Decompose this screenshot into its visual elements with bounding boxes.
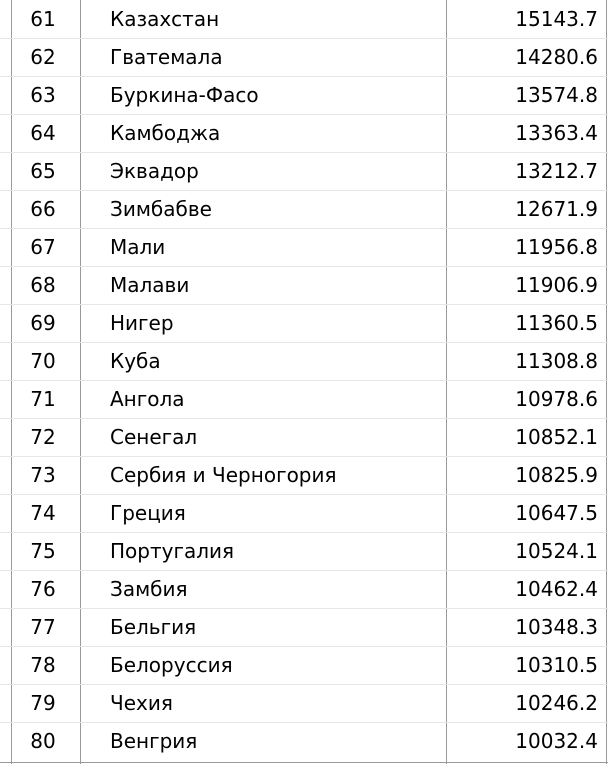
row-divider (0, 494, 608, 495)
value-cell: 10647.5 (515, 501, 598, 525)
value-cell: 13212.7 (515, 159, 598, 183)
value-cell: 10852.1 (515, 425, 598, 449)
table-row (0, 114, 608, 152)
row-divider (0, 380, 608, 381)
row-divider (0, 266, 608, 267)
value-cell: 13574.8 (515, 83, 598, 107)
row-divider (0, 684, 608, 685)
rank-cell: 65 (30, 159, 56, 183)
row-divider (0, 114, 608, 115)
row-divider (0, 38, 608, 39)
table-row (0, 152, 608, 190)
table-row (0, 228, 608, 266)
country-cell: Нигер (110, 311, 174, 335)
value-cell: 15143.7 (515, 7, 598, 31)
country-cell: Малави (110, 273, 190, 297)
rank-cell: 68 (30, 273, 56, 297)
row-divider (0, 646, 608, 647)
table-row (0, 418, 608, 456)
country-cell: Казахстан (110, 7, 220, 31)
table-row (0, 532, 608, 570)
table-row (0, 266, 608, 304)
country-cell: Замбия (110, 577, 188, 601)
rank-cell: 70 (30, 349, 56, 373)
value-cell: 10310.5 (515, 653, 598, 677)
table-row (0, 494, 608, 532)
table-row (0, 646, 608, 684)
table-row (0, 380, 608, 418)
row-divider (0, 456, 608, 457)
table-row (0, 570, 608, 608)
country-cell: Бельгия (110, 615, 197, 639)
table-row (0, 456, 608, 494)
table-row (0, 38, 608, 76)
country-cell: Белоруссия (110, 653, 233, 677)
table-row (0, 0, 608, 38)
table-row (0, 304, 608, 342)
rank-cell: 63 (30, 83, 56, 107)
row-divider (0, 608, 608, 609)
rank-cell: 69 (30, 311, 56, 335)
rank-cell: 80 (30, 729, 56, 753)
value-cell: 10032.4 (515, 729, 598, 753)
rank-cell: 78 (30, 653, 56, 677)
row-divider (0, 342, 608, 343)
country-cell: Гватемала (110, 45, 223, 69)
rank-cell: 75 (30, 539, 56, 563)
rank-cell: 64 (30, 121, 56, 145)
table-bottom-border (0, 762, 608, 763)
row-divider (0, 532, 608, 533)
country-cell: Мали (110, 235, 166, 259)
table-row (0, 684, 608, 722)
country-cell: Венгрия (110, 729, 198, 753)
country-cell: Буркина-Фасо (110, 83, 259, 107)
rank-cell: 74 (30, 501, 56, 525)
value-cell: 13363.4 (515, 121, 598, 145)
country-cell: Куба (110, 349, 161, 373)
country-cell: Греция (110, 501, 186, 525)
value-cell: 10462.4 (515, 577, 598, 601)
country-cell: Сербия и Черногория (110, 463, 337, 487)
value-cell: 10825.9 (515, 463, 598, 487)
value-cell: 11308.8 (515, 349, 598, 373)
rank-cell: 67 (30, 235, 56, 259)
row-divider (0, 418, 608, 419)
row-divider (0, 570, 608, 571)
rank-cell: 77 (30, 615, 56, 639)
value-cell: 10246.2 (515, 691, 598, 715)
rank-cell: 79 (30, 691, 56, 715)
rank-cell: 61 (30, 7, 56, 31)
row-divider (0, 190, 608, 191)
row-divider (0, 76, 608, 77)
rank-cell: 76 (30, 577, 56, 601)
row-divider (0, 228, 608, 229)
country-cell: Зимбабве (110, 197, 212, 221)
country-cell: Чехия (110, 691, 173, 715)
value-cell: 10524.1 (515, 539, 598, 563)
value-cell: 11906.9 (515, 273, 598, 297)
rank-cell: 71 (30, 387, 56, 411)
row-divider (0, 152, 608, 153)
value-cell: 11360.5 (515, 311, 598, 335)
country-cell: Эквадор (110, 159, 199, 183)
value-cell: 11956.8 (515, 235, 598, 259)
table-row (0, 608, 608, 646)
table-row (0, 722, 608, 760)
table-row (0, 342, 608, 380)
country-cell: Камбоджа (110, 121, 221, 145)
row-divider (0, 722, 608, 723)
country-cell: Сенегал (110, 425, 198, 449)
rank-cell: 66 (30, 197, 56, 221)
rank-cell: 73 (30, 463, 56, 487)
value-cell: 10348.3 (515, 615, 598, 639)
rank-cell: 62 (30, 45, 56, 69)
rank-cell: 72 (30, 425, 56, 449)
country-cell: Португалия (110, 539, 235, 563)
value-cell: 10978.6 (515, 387, 598, 411)
table-row (0, 76, 608, 114)
value-cell: 12671.9 (515, 197, 598, 221)
country-cell: Ангола (110, 387, 185, 411)
table-row (0, 190, 608, 228)
row-divider (0, 304, 608, 305)
value-cell: 14280.6 (515, 45, 598, 69)
